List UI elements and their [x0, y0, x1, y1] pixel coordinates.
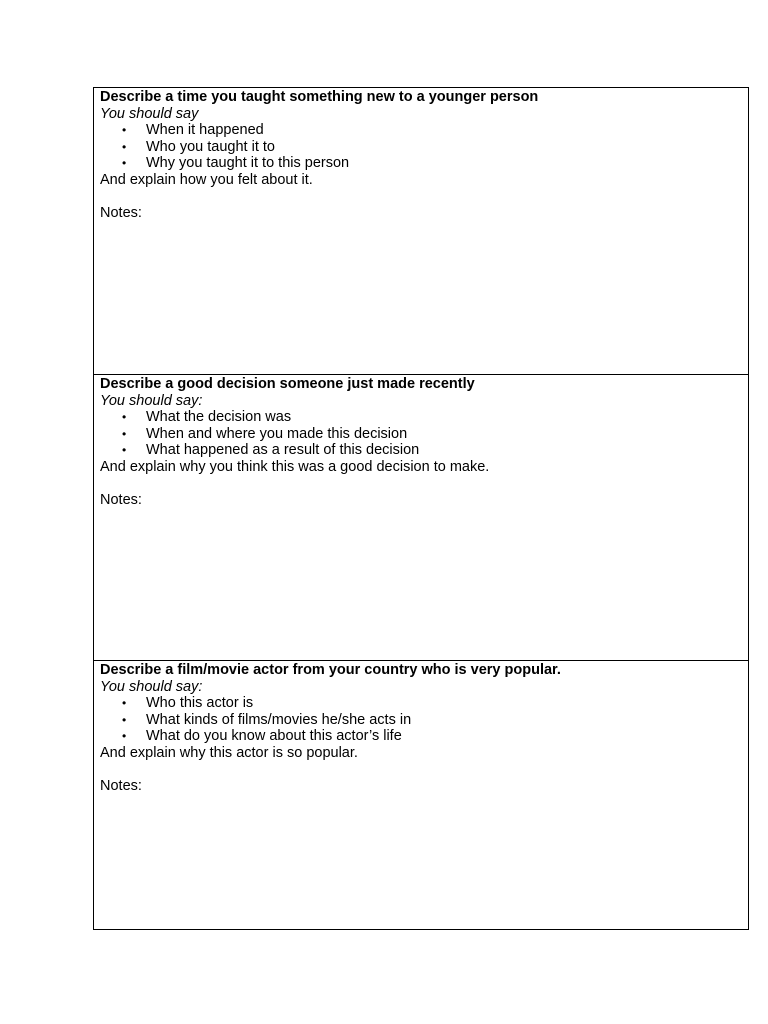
list-item [122, 155, 742, 172]
card-prompt: You should say [100, 105, 199, 122]
cue-card-1 [94, 88, 748, 375]
list-item-text: When it happened [146, 122, 264, 139]
card-prompt: You should say: [100, 392, 203, 409]
list-item [122, 409, 742, 426]
bullet-list [100, 122, 742, 172]
notes-label: Notes: [100, 492, 142, 509]
bullet-list [100, 695, 742, 745]
bullet-icon: • [122, 139, 127, 154]
list-item [122, 728, 742, 745]
list-item [122, 425, 742, 443]
card-title: Describe a time you taught something new to a younger person [100, 89, 539, 105]
card-explain: And explain why you think this was a good decision to make. [100, 458, 490, 475]
list-item [122, 122, 742, 139]
bullet-list [100, 409, 742, 459]
list-item-text: What kinds of films/movies he/she acts in [146, 711, 412, 728]
bullet-icon: • [122, 410, 127, 425]
list-item [122, 442, 742, 459]
list-item [122, 138, 742, 156]
list-item-text: Who this actor is [146, 695, 254, 712]
card-explain: And explain why this actor is so popular. [100, 744, 358, 761]
list-item [122, 695, 742, 712]
bullet-icon: • [122, 712, 127, 727]
list-item-text: Why you taught it to this person [146, 155, 350, 172]
list-item [122, 711, 742, 729]
list-item-text: When and where you made this decision [146, 425, 408, 442]
cue-card-2 [94, 375, 748, 661]
bullet-icon: • [122, 156, 127, 171]
bullet-icon: • [122, 443, 127, 458]
list-item-text: What do you know about this actor’s life [146, 728, 402, 745]
list-item-text: What the decision was [146, 409, 292, 426]
bullet-icon: • [122, 426, 127, 441]
bullet-icon: • [122, 729, 127, 744]
notes-label: Notes: [100, 205, 142, 222]
card-title: Describe a good decision someone just made recently [100, 376, 475, 392]
cue-card-table [93, 87, 749, 930]
card-explain: And explain how you felt about it. [100, 171, 313, 188]
list-item-text: What happened as a result of this decision [146, 442, 420, 459]
card-title: Describe a film/movie actor from your country who is very popular. [100, 662, 561, 678]
bullet-icon: • [122, 123, 127, 138]
list-item-text: Who you taught it to [146, 138, 275, 155]
notes-label: Notes: [100, 778, 142, 795]
card-prompt: You should say: [100, 678, 203, 695]
bullet-icon: • [122, 696, 127, 711]
cue-card-3 [94, 661, 748, 929]
